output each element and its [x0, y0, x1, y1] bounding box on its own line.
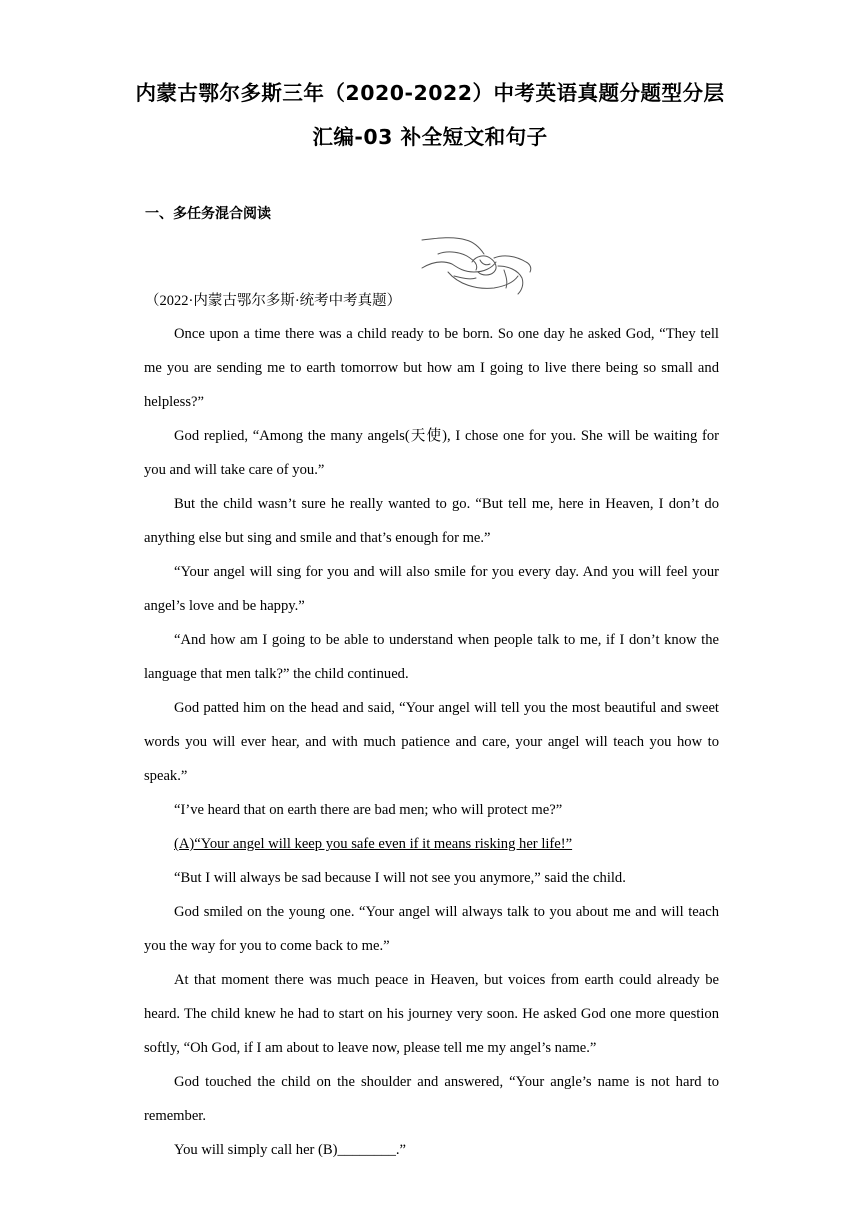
document-title-line-2: 汇编-03 补全短文和句子 — [312, 125, 548, 149]
document-title-line-1: 内蒙古鄂尔多斯三年（2020-2022）中考英语真题分题型分层 — [135, 81, 725, 105]
passage-paragraph: But the child wasn’t sure he really wanted to go. “But tell me, here in Heaven, I don’t do anything else but sing and smile and that’s enough for me.” — [144, 496, 719, 546]
underlined-sentence-a: (A)“Your angel will keep you safe even if it means risking her life!” — [174, 836, 573, 852]
reading-passage — [144, 317, 719, 1167]
hands-illustration — [418, 232, 536, 296]
passage-paragraph: “I’ve heard that on earth there are bad men; who will protect me?” — [174, 802, 563, 818]
section-heading: 一、多任务混合阅读 — [145, 206, 271, 222]
passage-paragraph: God touched the child on the shoulder and answered, “Your angle’s name is not hard to remember. — [144, 1074, 719, 1124]
passage-paragraph: “Your angel will sing for you and will also smile for you every day. And you will feel your angel’s love and be happy.” — [144, 564, 719, 614]
passage-paragraph: God replied, “Among the many angels(天使), I chose one for you. She will be waiting for you and will take care of you.” — [144, 428, 719, 478]
passage-paragraph-underlined-A — [144, 827, 719, 861]
passage-paragraph: At that moment there was much peace in Heaven, but voices from earth could already be heard. The child knew he had to start on his journey very soon. He asked God one more question softly, “Oh God, if I am about to leave now, please tell me my angel’s name.” — [144, 972, 719, 1056]
passage-paragraph: God smiled on the young one. “Your angel will always talk to you about me and will teach you the way for you to come back to me.” — [144, 904, 719, 954]
passage-paragraph: Once upon a time there was a child ready to be born. So one day he asked God, “They tell me you are sending me to earth tomorrow but how am I going to live there being so small and helpless?” — [144, 326, 719, 410]
passage-paragraph: “And how am I going to be able to understand when people talk to me, if I don’t know the language that men talk?” the child continued. — [144, 632, 719, 682]
passage-paragraph-blank-B: You will simply call her (B)________.” — [174, 1142, 407, 1158]
question-source: （2022·内蒙古鄂尔多斯·统考中考真题） — [145, 293, 402, 309]
passage-paragraph: “But I will always be sad because I will not see you anymore,” said the child. — [174, 870, 626, 886]
passage-paragraph: God patted him on the head and said, “Your angel will tell you the most beautiful and sweet words you will ever hear, and with much patience and care, your angel will teach you how to speak.” — [144, 700, 719, 784]
